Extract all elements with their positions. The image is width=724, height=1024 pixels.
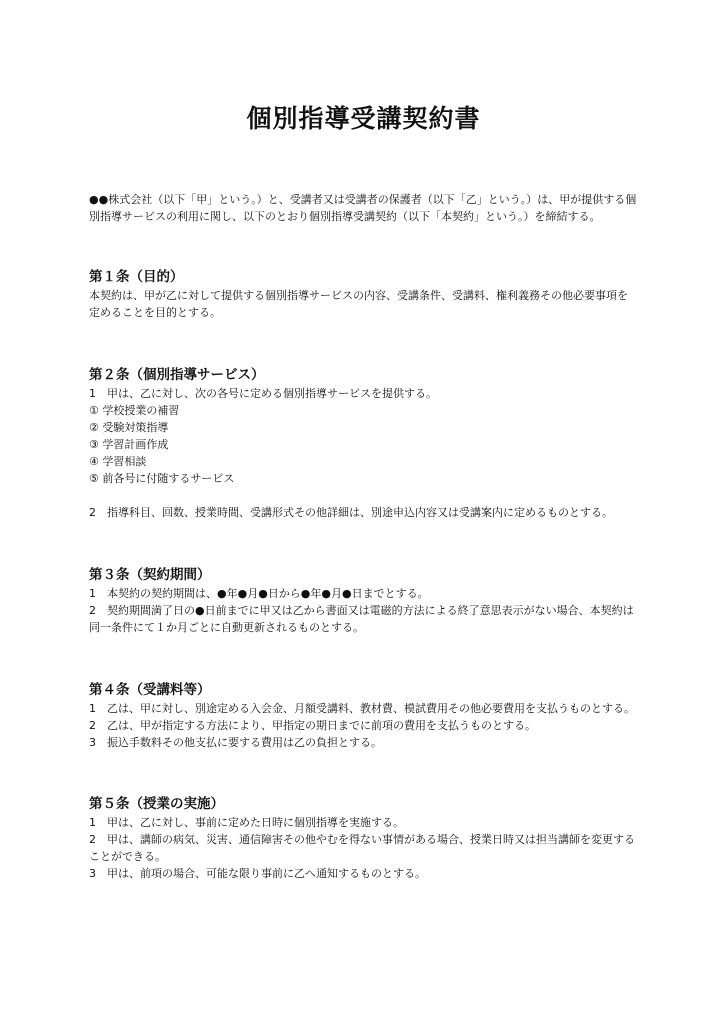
article-2-line-2: 2 指導科目、回数、授業時間、受講形式その他詳細は、別途申込内容又は受講案内に定めるものとする。 xyxy=(89,506,613,519)
article-1-heading: 第１条（目的） xyxy=(89,269,184,285)
article-3 xyxy=(89,566,638,636)
article-2-line-1: 1 甲は、乙に対し、次の各号に定める個別指導サービスを提供する。 xyxy=(89,387,437,400)
article-4-body xyxy=(89,700,638,751)
spacer xyxy=(89,321,638,366)
article-4-heading: 第４条（受講料等） xyxy=(89,682,211,698)
article-5-line-2: 2 甲は、講師の病気、災害、通信障害その他やむを得ない事情がある場合、授業日時又は担当講師を変更することができる。 xyxy=(89,833,635,863)
spacer xyxy=(89,487,638,504)
article-1-line-1: 本契約は、甲が乙に対して提供する個別指導サービスの内容、受講条件、受講料、権利義務その他必要事項を定めることを目的とする。 xyxy=(89,289,628,319)
article-2-item-2: ② 受験対策指導 xyxy=(89,421,169,434)
article-3-line-2: 2 契約期間満了日の●日前までに甲又は乙から書面又は電磁的方法による終了意思表示がない場合、本契約は同一条件にて１か月ごとに自動更新されるものとする。 xyxy=(89,604,634,634)
article-4 xyxy=(89,681,638,751)
article-4-line-3: 3 振込手数料その他支払に要する費用は乙の負担とする。 xyxy=(89,736,382,749)
article-1 xyxy=(89,268,638,321)
article-2-body xyxy=(89,385,638,521)
article-5-line-1: 1 甲は、乙に対し、事前に定めた日時に個別指導を実施する。 xyxy=(89,816,404,829)
spacer xyxy=(89,636,638,681)
article-5 xyxy=(89,795,638,882)
article-4-line-1: 1 乙は、甲に対し、別途定める入会金、月額受講料、教材費、模試費用その他必要費用を支払うものとする。 xyxy=(89,702,635,715)
article-2-item-3: ③ 学習計画作成 xyxy=(89,438,169,451)
article-2-item-4: ④ 学習相談 xyxy=(89,455,147,468)
article-2-heading: 第２条（個別指導サービス） xyxy=(89,367,265,383)
article-2-item-5: ⑤ 前各号に付随するサービス xyxy=(89,472,235,485)
article-1-body xyxy=(89,287,638,321)
article-2-item-1: ① 学校授業の補習 xyxy=(89,404,180,417)
spacer xyxy=(89,751,638,795)
article-3-line-1: 1 本契約の契約期間は、●年●月●日から●年●月●日までとする。 xyxy=(89,587,429,600)
article-2 xyxy=(89,366,638,521)
article-5-body xyxy=(89,814,638,882)
article-5-line-3: 3 甲は、前項の場合、可能な限り事前に乙へ通知するものとする。 xyxy=(89,867,426,880)
article-5-heading: 第５条（授業の実施） xyxy=(89,796,224,812)
preamble-paragraph: ●●株式会社（以下「甲」という。）と、受講者又は受講者の保護者（以下「乙」という。）は、甲が提供する個別指導サービスの利用に関し、以下のとおり個別指導受講契約（以下「本契約」という。）を締結する。 xyxy=(89,193,637,223)
article-4-line-2: 2 乙は、甲が指定する方法により、甲指定の期日までに前項の費用を支払うものとする。 xyxy=(89,719,536,732)
document-title: 個別指導受講契約書 xyxy=(246,104,481,133)
article-3-heading: 第３条（契約期間） xyxy=(89,567,211,583)
spacer xyxy=(89,521,638,566)
article-3-body xyxy=(89,585,638,636)
